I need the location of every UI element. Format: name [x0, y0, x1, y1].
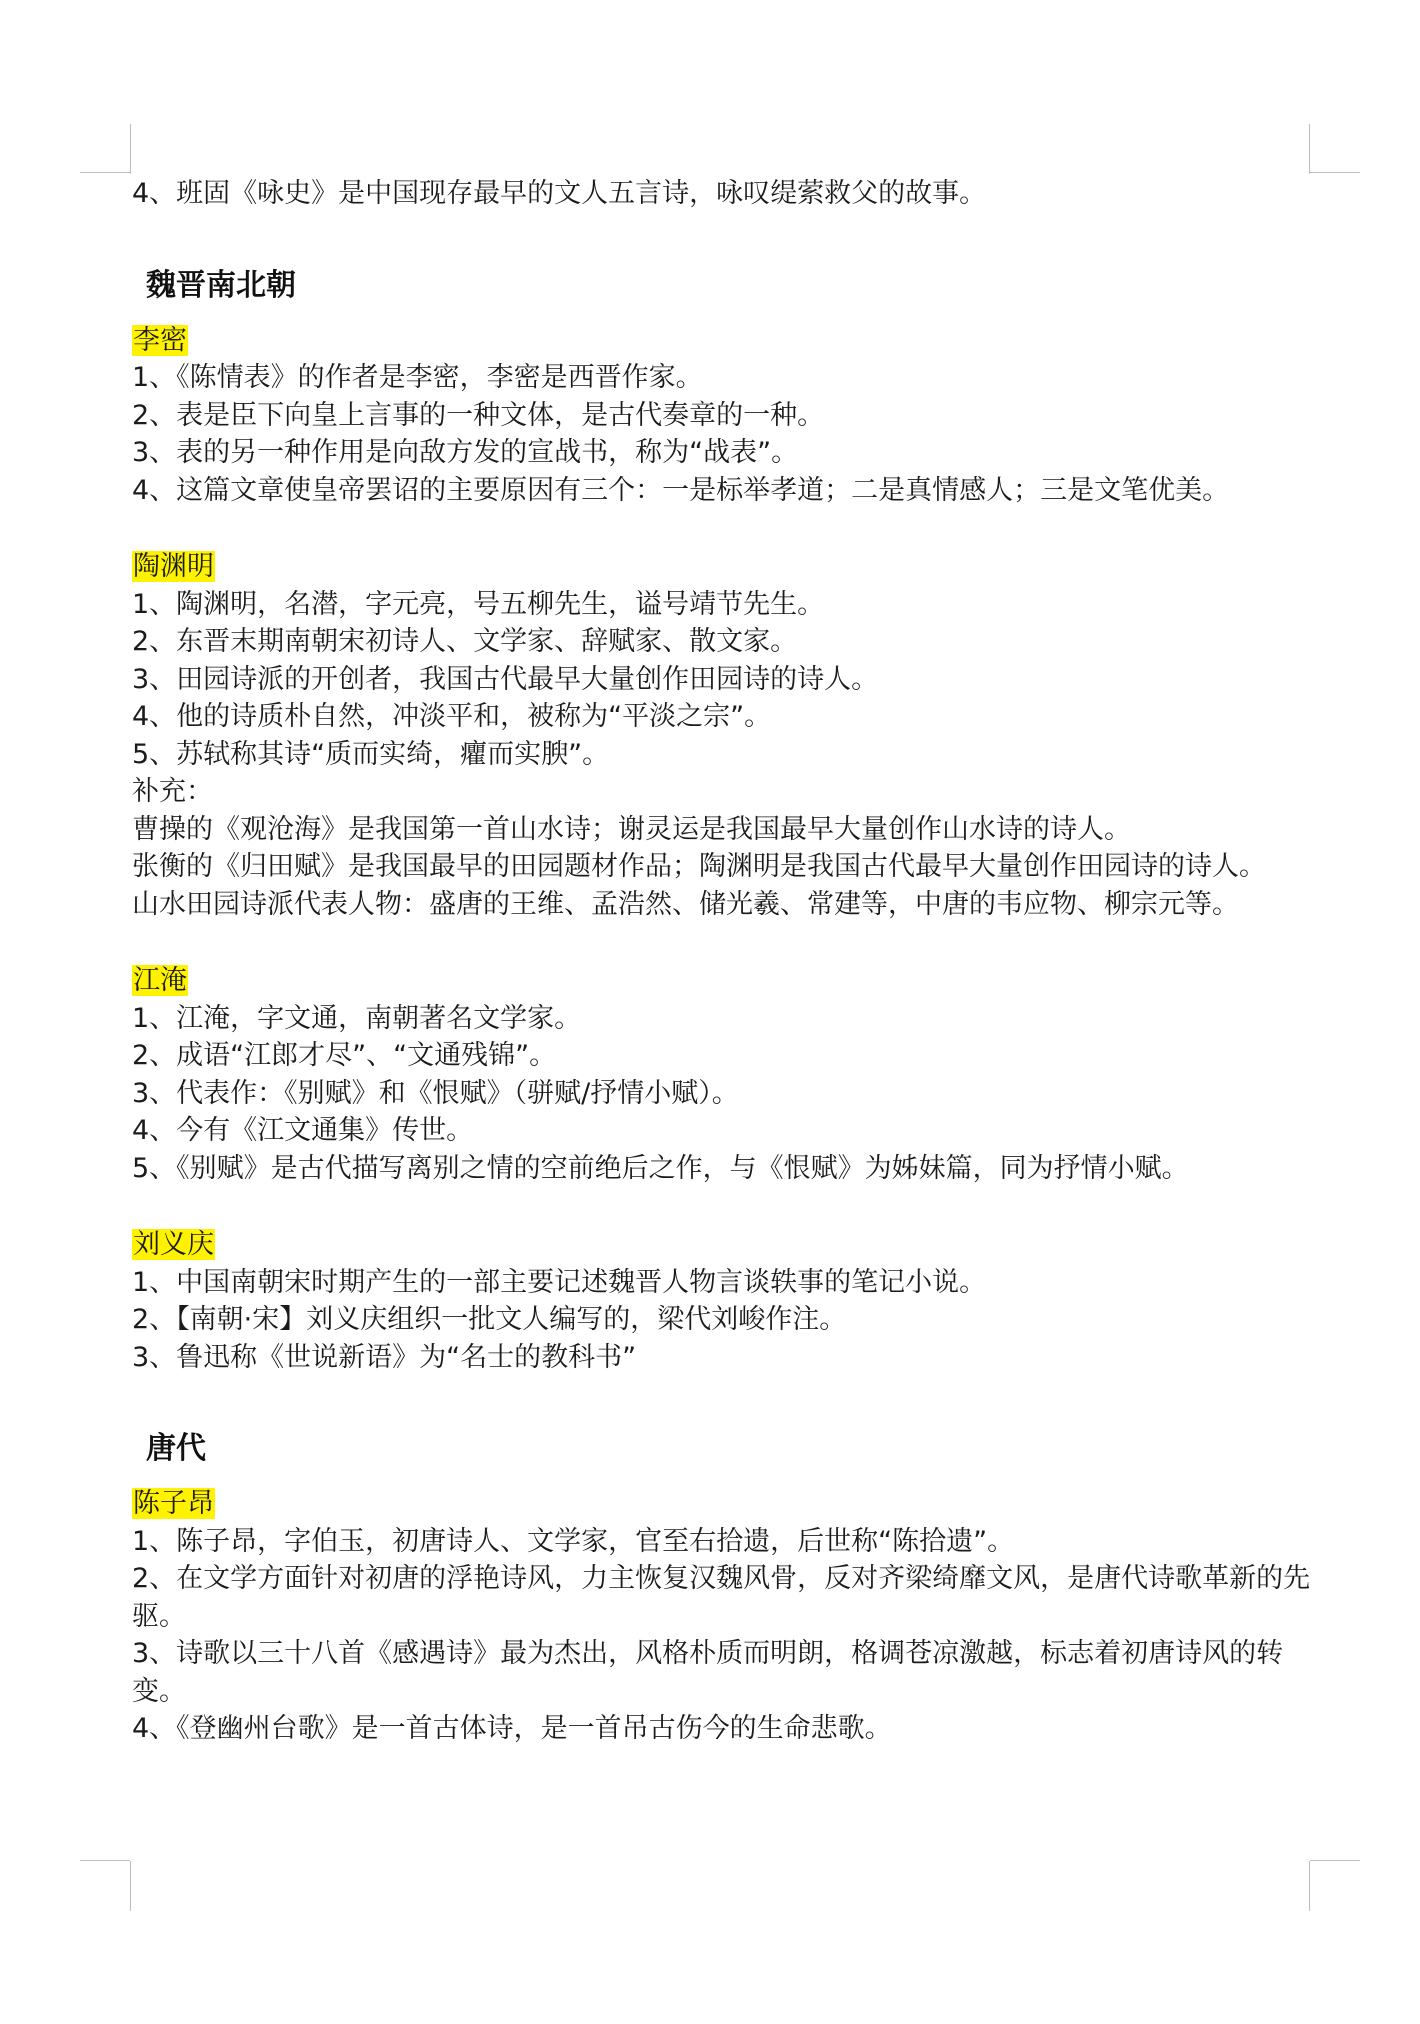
list-item: 3、诗歌以三十八首《感遇诗》最为杰出，风格朴质而明朗，格调苍凉激越，标志着初唐诗风的转变。: [132, 1638, 1284, 1707]
author-name: 江淹: [133, 965, 187, 996]
crop-mark: [1310, 1860, 1360, 1861]
intro-line: 4、班固《咏史》是中国现存最早的文人五言诗，咏叹缇萦救父的故事。: [132, 178, 987, 209]
list-item: 1、中国南朝宋时期产生的一部主要记述魏晋人物言谈轶事的笔记小说。: [132, 1266, 987, 1298]
list-item: 3、表的另一种作用是向敌方发的宣战书，称为“战表”。: [132, 437, 799, 468]
list-item: 3、鲁迅称《世说新语》为“名士的教科书”: [132, 1341, 637, 1373]
list-item: 2、成语“江郎才尽”、“文通残锦”。: [132, 1040, 557, 1071]
list-item: 5、苏轼称其诗“质而实绮，癯而实腴”。: [132, 738, 610, 770]
list-item: 4、今有《江文通集》传世。: [132, 1115, 474, 1146]
supplement-line: 曹操的《观沧海》是我国第一首山水诗；谢灵运是我国最早大量创作山水诗的诗人。: [132, 813, 1131, 845]
author-heading-limi: [132, 322, 1317, 360]
list-item: 4、他的诗质朴自然，冲淡平和，被称为“平淡之宗”。: [132, 701, 772, 732]
supplement-line: 张衡的《归田赋》是我国最早的田园题材作品；陶渊明是我国古代最早大量创作田园诗的诗人。: [132, 851, 1266, 882]
author-heading-jiangyan: [132, 962, 1317, 1000]
crop-mark: [80, 1860, 130, 1861]
document-body: [132, 175, 1317, 1748]
list-item: 2、【南朝·宋】刘义庆组织一批文人编写的，梁代刘峻作注。: [132, 1304, 847, 1335]
crop-mark: [1310, 172, 1360, 173]
list-item: 5、《别赋》是古代描写离别之情的空前绝后之作，与《恨赋》为姊妹篇，同为抒情小赋。: [132, 1152, 1189, 1184]
crop-mark: [80, 172, 130, 173]
section-title-tang: 唐代: [146, 1431, 206, 1466]
crop-mark: [130, 124, 131, 174]
author-name: 陶渊明: [133, 551, 214, 582]
list-item: 1、江淹，字文通，南朝著名文学家。: [132, 1002, 582, 1034]
list-item: 1、陈子昂，字伯玉，初唐诗人、文学家，官至右拾遗，后世称“陈拾遗”。: [132, 1525, 1015, 1557]
author-heading-liuyiqing: [132, 1226, 1317, 1264]
supplement-line: 山水田园诗派代表人物：盛唐的王维、孟浩然、储光羲、常建等，中唐的韦应物、柳宗元等。: [132, 888, 1239, 920]
list-item: 4、这篇文章使皇帝罢诏的主要原因有三个：一是标举孝道；二是真情感人；三是文笔优美。: [132, 474, 1230, 506]
author-name: 陈子昂: [133, 1488, 214, 1519]
author-heading-taoyuanming: [132, 548, 1317, 586]
list-item: 4、《登幽州台歌》是一首古体诗，是一首吊古伤今的生命悲歌。: [132, 1713, 892, 1744]
list-item: 2、表是臣下向皇上言事的一种文体，是古代奏章的一种。: [132, 399, 825, 431]
list-item: 3、田园诗派的开创者，我国古代最早大量创作田园诗的诗人。: [132, 663, 879, 695]
crop-mark: [1309, 1861, 1310, 1911]
list-item: 2、东晋末期南朝宋初诗人、文学家、辞赋家、散文家。: [132, 626, 798, 657]
list-item: 2、在文学方面针对初唐的浮艳诗风，力主恢复汉魏风骨，反对齐梁绮靡文风，是唐代诗歌革新的先驱。: [132, 1563, 1311, 1632]
list-item: 3、代表作：《别赋》和《恨赋》（骈赋/抒情小赋）。: [132, 1077, 739, 1109]
author-name: 刘义庆: [133, 1229, 214, 1260]
crop-mark: [130, 1861, 131, 1911]
section-title-weijin: 魏晋南北朝: [146, 267, 296, 303]
list-item: 1、陶渊明，名潜，字元亮，号五柳先生，谥号靖节先生。: [132, 588, 825, 620]
crop-mark: [1309, 124, 1310, 174]
author-heading-chenziang: [132, 1485, 1317, 1523]
supplement-label: 补充：: [132, 776, 213, 807]
list-item: 1、《陈情表》的作者是李密，李密是西晋作家。: [132, 362, 703, 393]
author-name: 李密: [133, 324, 187, 356]
